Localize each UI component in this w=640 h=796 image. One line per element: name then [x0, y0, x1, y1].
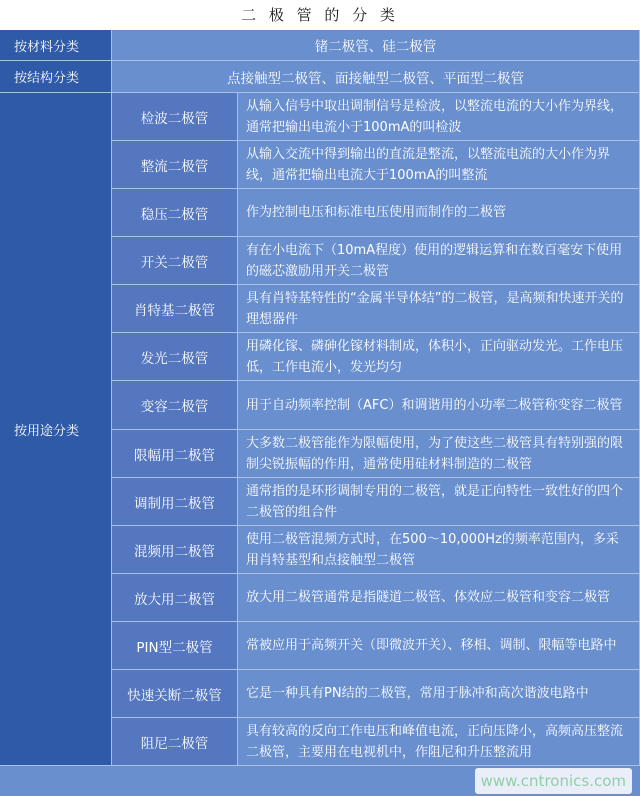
diode-type-name: 限幅用二极管 [112, 430, 238, 478]
diode-type-description: 作为控制电压和标准电压使用而制作的二极管 [238, 189, 640, 237]
diode-type-description: 常被应用于高频开关（即微波开关）、移相、调制、限幅等电路中 [238, 622, 640, 670]
diode-type-name: 变容二极管 [112, 381, 238, 430]
material-category-label: 按材料分类 [0, 30, 112, 61]
diode-type-name: 检波二极管 [112, 93, 238, 141]
diode-type-description: 它是一种具有PN结的二极管，常用于脉冲和高次谐波电路中 [238, 670, 640, 718]
diode-type-description: 用于自动频率控制（AFC）和调谐用的小功率二极管称变容二极管 [238, 381, 640, 430]
diode-type-description: 具有肖特基特性的“金属半导体结”的二极管，是高频和快速开关的理想器件 [238, 285, 640, 333]
diode-type-description: 用磷化镓、磷砷化镓材料制成，体积小，正向驱动发光。工作电压低，工作电流小，发光均匀 [238, 333, 640, 381]
diode-type-description: 有在小电流下（10mA程度）使用的逻辑运算和在数百毫安下使用的磁芯激励用开关二极管 [238, 237, 640, 285]
material-category-value: 锗二极管、硅二极管 [112, 30, 640, 61]
diode-type-name: PIN型二极管 [112, 622, 238, 670]
diode-type-name: 发光二极管 [112, 333, 238, 381]
structure-category-label: 按结构分类 [0, 61, 112, 93]
classification-table [0, 30, 640, 766]
diode-type-name: 肖特基二极管 [112, 285, 238, 333]
diode-type-description: 从输入信号中取出调制信号是检波，以整流电流的大小作为界线，通常把输出电流小于100mA的叫检波 [238, 93, 640, 141]
diode-type-description: 使用二极管混频方式时，在500～10,000Hz的频率范围内，多采用肖特基型和点接触型二极管 [238, 526, 640, 574]
diode-type-name: 调制用二极管 [112, 478, 238, 526]
diode-type-description: 通常指的是环形调制专用的二极管，就是正向特性一致性好的四个二极管的组合件 [238, 478, 640, 526]
diode-type-name: 混频用二极管 [112, 526, 238, 574]
diode-type-name: 放大用二极管 [112, 574, 238, 622]
diode-type-description: 从输入交流中得到输出的直流是整流，以整流电流的大小作为界线，通常把输出电流大于100mA的叫整流 [238, 141, 640, 189]
diode-type-name: 快速关断二极管 [112, 670, 238, 718]
diode-type-description: 大多数二极管能作为限幅使用，为了使这些二极管具有特别强的限制尖锐振幅的作用，通常使用硅材料制造的二极管 [238, 430, 640, 478]
usage-category-label: 按用途分类 [0, 93, 112, 766]
structure-category-value: 点接触型二极管、面接触型二极管、平面型二极管 [112, 61, 640, 93]
diode-type-name: 整流二极管 [112, 141, 238, 189]
diode-type-description: 放大用二极管通常是指隧道二极管、体效应二极管和变容二极管 [238, 574, 640, 622]
watermark: www.cntronics.com [475, 768, 632, 794]
diode-type-name: 开关二极管 [112, 237, 238, 285]
diode-type-description: 具有较高的反向工作电压和峰值电流，正向压降小，高频高压整流二极管，主要用在电视机中，作阻尼和升压整流用 [238, 718, 640, 766]
table-title: 二 极 管 的 分 类 [0, 0, 640, 30]
diode-type-name: 阻尼二极管 [112, 718, 238, 766]
diode-type-name: 稳压二极管 [112, 189, 238, 237]
